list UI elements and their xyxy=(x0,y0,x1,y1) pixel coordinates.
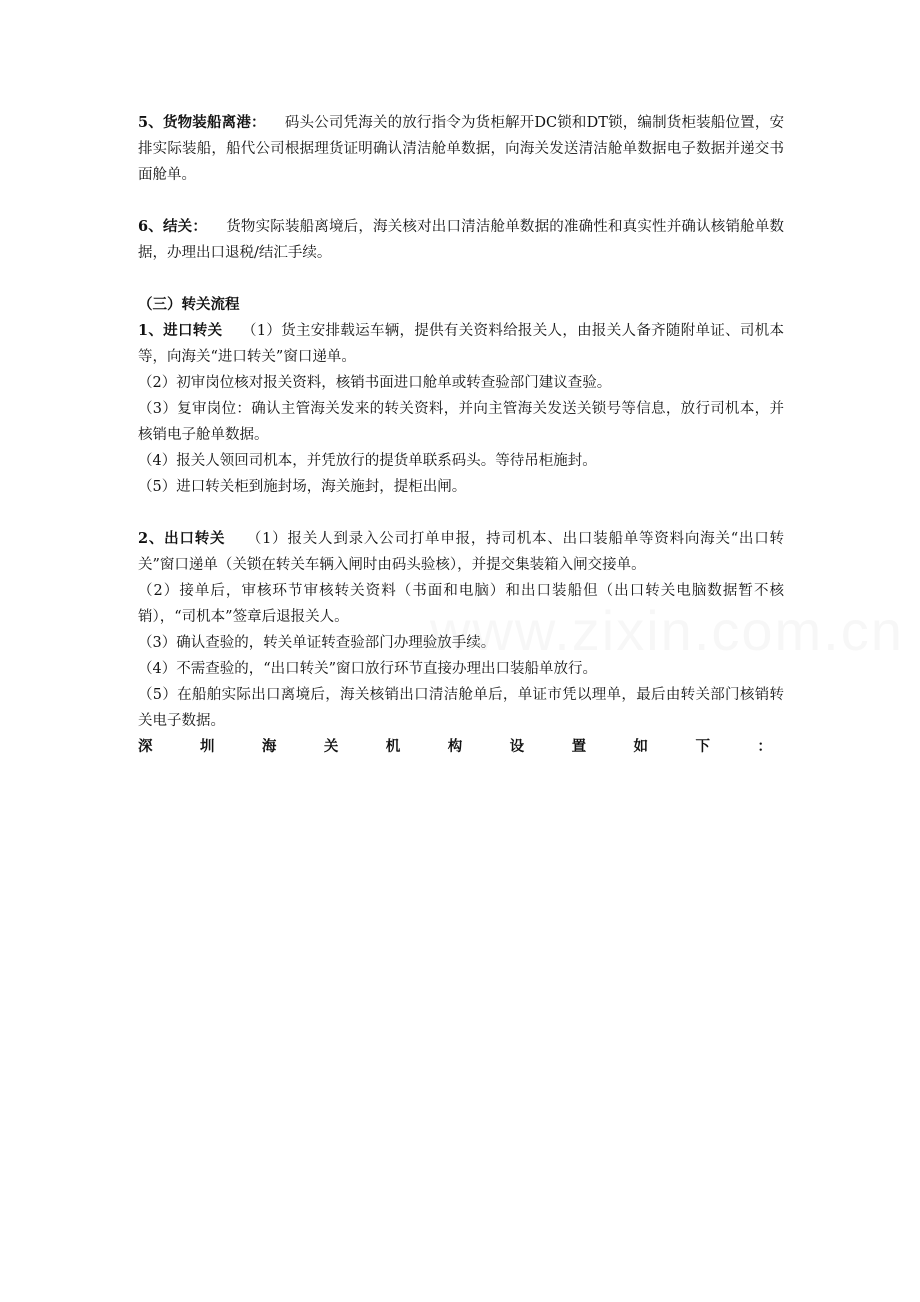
transfer-process-heading: （三）转关流程 xyxy=(138,296,240,313)
heading-char: 关 xyxy=(323,738,339,755)
heading-char: 设 xyxy=(509,738,525,755)
export-transfer-title: 2、出口转关 xyxy=(138,530,226,547)
heading-char: 机 xyxy=(385,738,401,755)
import-step-1: （1）货主安排载运车辆，提供有关资料给报关人，由报关人备齐随附单证、司机本等，向海关“进口转关”窗口递单。 xyxy=(138,323,785,365)
watermark: www.zixin.com.cn xyxy=(430,599,904,662)
import-transfer-paragraph xyxy=(138,318,784,370)
import-step-2: （2）初审岗位核对报关资料，核销书面进口舱单或转查验部门建议查验。 xyxy=(138,375,612,391)
section-5-paragraph xyxy=(138,110,784,188)
import-transfer-title: 1、进口转关 xyxy=(138,322,223,339)
heading-char: 置 xyxy=(571,738,587,755)
import-step-3: （3）复审岗位：确认主管海关发来的转关资料，并向主管海关发送关锁号等信息，放行司机本，并核销电子舱单数据。 xyxy=(138,401,784,443)
export-step-2: （2）接单后，审核环节审核转关资料（书面和电脑）和出口装船但（出口转关电脑数据暂不核销），“司机本”签章后退报关人。 xyxy=(138,583,784,625)
section-5-body: 码头公司凭海关的放行指令为货柜解开DC锁和DT锁，编制货柜装船位置，安排实际装船，船代公司根据理货证明确认清洁舱单数据，向海关发送清洁舱单数据电子数据并递交书面舱单。 xyxy=(138,115,785,183)
document-page xyxy=(138,110,784,760)
section-6-body: 货物实际装船离境后，海关核对出口清洁舱单数据的准确性和真实性并确认核销舱单数据，办理出口退税/结汇手续。 xyxy=(138,219,785,261)
section-6-title: 6、结关： xyxy=(138,218,208,235)
export-step-1: （1）报关人到录入公司打单申报，持司机本、出口装船单等资料向海关“出口转关”窗口递单（关锁在转关车辆入闸时由码头验核），并提交集装箱入闸交接单。 xyxy=(138,531,785,573)
export-step-3: （3）确认查验的，转关单证转查验部门办理验放手续。 xyxy=(138,635,496,651)
heading-char: 如 xyxy=(633,738,648,755)
section-5-title: 5、货物装船离港： xyxy=(138,114,266,131)
export-step-4: （4）不需查验的，“出口转关”窗口放行环节直接办理出口装船单放行。 xyxy=(138,661,598,677)
heading-char: 深 xyxy=(138,738,153,755)
heading-char: 圳 xyxy=(199,738,215,755)
heading-char: 海 xyxy=(261,738,277,755)
import-step-4: （4）报关人领回司机本，并凭放行的提货单联系码头。等待吊柜施封。 xyxy=(138,453,597,469)
heading-char: ： xyxy=(757,738,772,755)
section-6-paragraph xyxy=(138,214,784,266)
export-transfer-paragraph xyxy=(138,526,784,578)
customs-structure-heading xyxy=(138,734,772,760)
heading-char: 构 xyxy=(447,738,463,755)
export-step-5: （5）在船舶实际出口离境后，海关核销出口清洁舱单后，单证市凭以理单，最后由转关部门核销转关电子数据。 xyxy=(138,687,784,729)
import-step-5: （5）进口转关柜到施封场，海关施封，提柜出闸。 xyxy=(138,479,467,495)
heading-char: 下 xyxy=(695,738,710,755)
